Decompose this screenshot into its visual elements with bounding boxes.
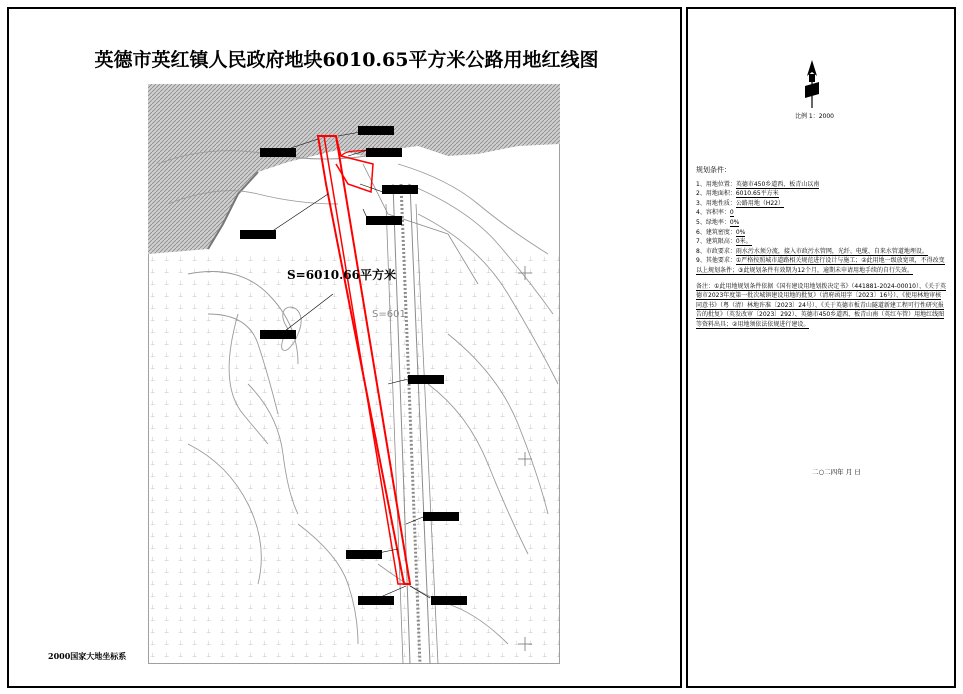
callout-label bbox=[382, 185, 418, 194]
north-arrow-icon bbox=[799, 60, 825, 108]
condition-item: 6、建筑密度：0% bbox=[696, 228, 746, 236]
area-label: S=6010.66平方米 bbox=[287, 268, 396, 282]
callout-label bbox=[431, 596, 467, 605]
condition-item: 3、用地性质：公路用地（H22） bbox=[696, 199, 784, 207]
callout-label bbox=[358, 126, 394, 135]
callout-label bbox=[366, 216, 402, 225]
coordinate-system-label: 2000国家大地坐标系 bbox=[48, 651, 127, 661]
conditions-heading: 规划条件： bbox=[696, 166, 731, 174]
conditions-notes: 备注：①此用地规划条件依据《国有建设用地划拨决定书》（441881-2024-00010）、《关于英德市2023年度第一批次城镇建设用地的批复》（清府函用字〔2023〕16号）、《使用林地审核同意书》（粤（清）林地许准〔2023〕24号）、《关于英德市板青山隧道新建工程可行性研究报告的批复》（英发改审〔2023〕292）、英德市450乡道西、板青山南（英红车管）用地红线图等资料出具；②用地须依法依规进行建设。 bbox=[696, 282, 946, 328]
condition-item: 8、市政要求：雨水污水须分流，接入市政污水管网，光纤、电缆、自来水管道地埋设。 bbox=[696, 247, 928, 255]
callout-label bbox=[358, 596, 394, 605]
callout-label bbox=[260, 330, 296, 339]
map-title: 英德市英红镇人民政府地块6010.65平方米公路用地红线图 bbox=[94, 49, 599, 71]
issue-date: 二○二四年 月 日 bbox=[812, 468, 861, 476]
condition-item: 2、用地面积：6010.65平方米 bbox=[696, 190, 779, 198]
condition-item: 7、建筑限高：0米。 bbox=[696, 238, 752, 246]
planning-conditions bbox=[696, 166, 946, 330]
scale-label: 比例 1：2000 bbox=[795, 113, 834, 120]
condition-item: 4、容积率：0 bbox=[696, 209, 734, 217]
callout-label bbox=[240, 230, 276, 239]
map-drawing bbox=[148, 84, 560, 664]
condition-item: 9、其他要求：①严格按照城市道路相关规范进行设计与施工；②此用地一级放宽项，不得改变以上规划条件；③此规划条件有效期为12个月，逾期未申请用地手续的自行失效。 bbox=[696, 257, 945, 274]
callout-label bbox=[408, 375, 444, 384]
condition-item: 5、绿地率：0% bbox=[696, 218, 740, 226]
legend-panel-frame bbox=[686, 7, 956, 688]
cadastral-map bbox=[148, 84, 560, 664]
area-label-faint: S=601 bbox=[372, 309, 406, 320]
callout-label bbox=[260, 148, 296, 157]
condition-item: 1、用地位置：英德市450乡道西、板青山以南 bbox=[696, 180, 820, 188]
callout-label bbox=[423, 512, 459, 521]
callout-label bbox=[366, 148, 402, 157]
callout-label bbox=[346, 550, 382, 559]
